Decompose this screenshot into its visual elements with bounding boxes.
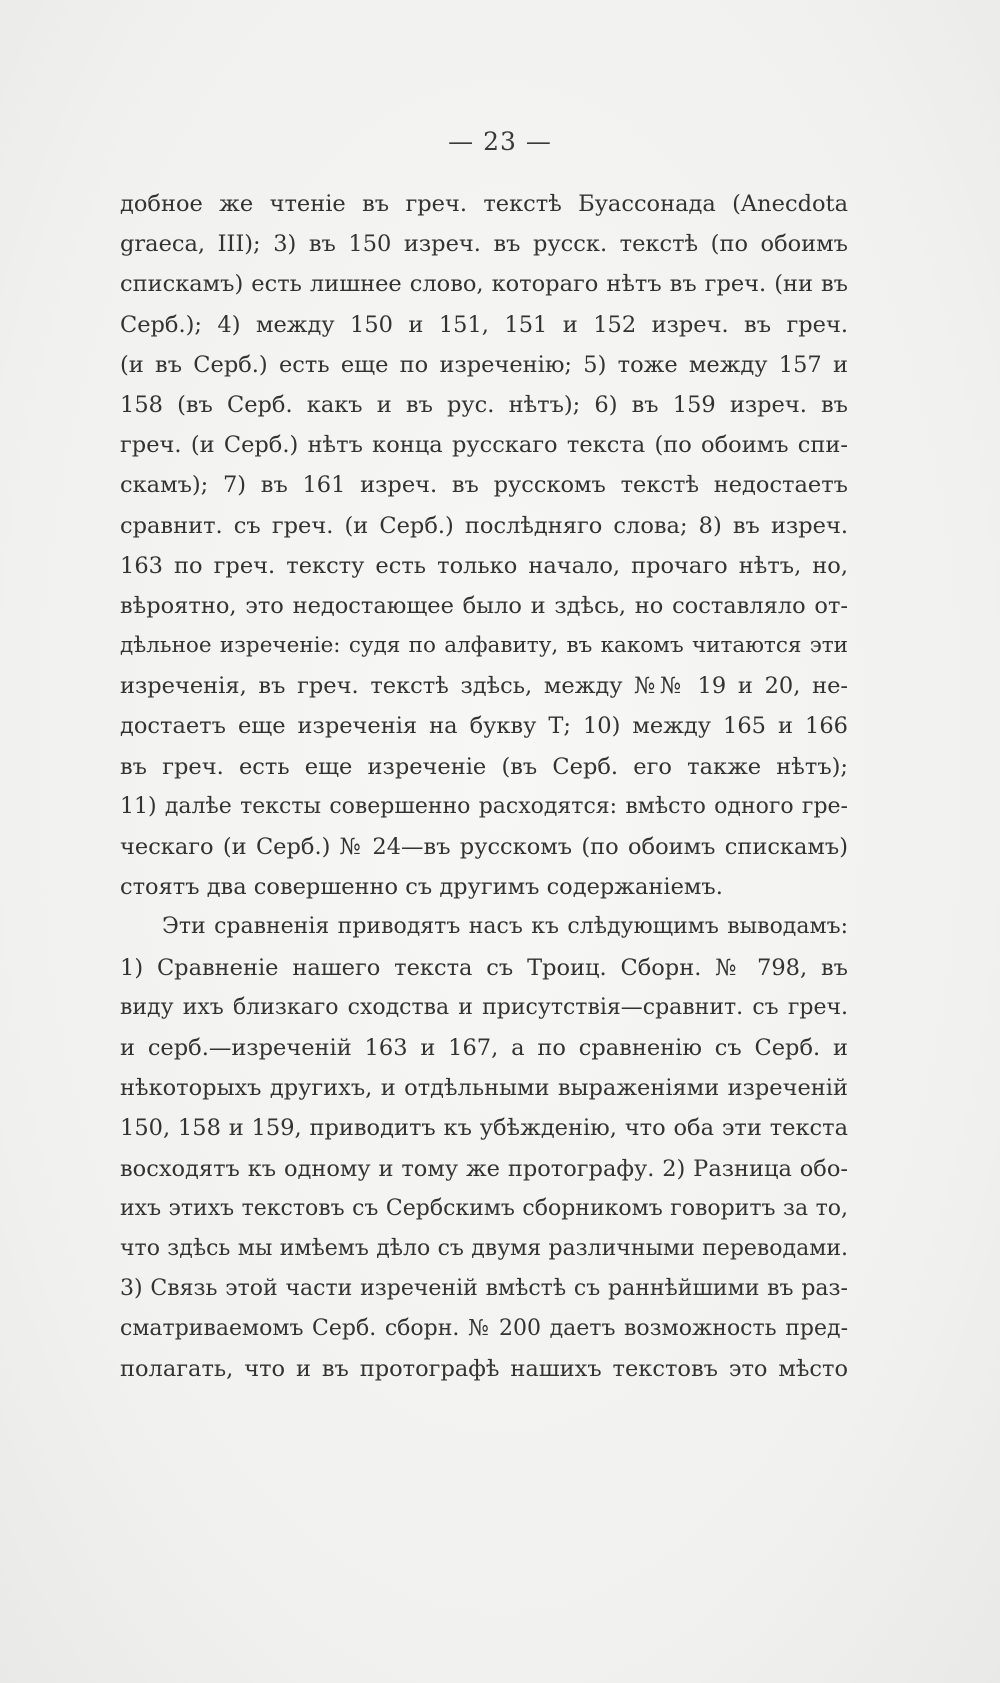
text-line: полагать, что и въ протографѣ нашихъ текстовъ это мѣсто bbox=[120, 1356, 848, 1383]
text-line: и серб.—изреченій 163 и 167, а по сравненію съ Серб. и bbox=[120, 1034, 848, 1061]
text-line: скамъ); 7) въ 161 изреч. въ русскомъ текстѣ недостаетъ bbox=[120, 472, 848, 499]
text-line: ческаго (и Серб.) № 24—въ русскомъ (по обоимъ спискамъ) bbox=[120, 834, 848, 860]
page-number: — 23 — bbox=[448, 127, 552, 156]
text-line: graeca, III); 3) въ 150 изреч. въ русск. текстѣ (по обоимъ bbox=[120, 231, 848, 258]
text-line: что здѣсь мы имѣемъ дѣло съ двумя различными переводами. bbox=[120, 1235, 848, 1261]
text-line: вѣроятно, это недостающее было и здѣсь, но составляло от- bbox=[120, 592, 848, 619]
text-line: изреченія, въ греч. текстѣ здѣсь, между №№ 19 и 20, не- bbox=[120, 673, 848, 700]
paragraph-start-line: Эти сравненія приводятъ насъ къ слѣдующимъ выводамъ: bbox=[162, 914, 848, 940]
text-line: Серб.); 4) между 150 и 151, 151 и 152 изреч. въ греч. bbox=[120, 311, 848, 338]
text-line: 150, 158 и 159, приводитъ къ убѣжденію, что оба эти текста bbox=[120, 1115, 848, 1142]
text-line: ихъ этихъ текстовъ съ Сербскимъ сборникомъ говоритъ за то, bbox=[120, 1195, 848, 1221]
text-line: 158 (въ Серб. какъ и въ рус. нѣтъ); 6) въ 159 изреч. въ bbox=[120, 391, 848, 418]
text-line: сравнит. съ греч. (и Серб.) послѣдняго слова; 8) въ изреч. bbox=[120, 512, 848, 539]
text-line: 1) Сравненіе нашего текста съ Троиц. Сборн. № 798, въ bbox=[120, 954, 848, 981]
text-line: виду ихъ близкаго сходства и присутствія—сравнит. съ греч. bbox=[120, 994, 848, 1020]
text-line: сматриваемомъ Серб. сборн. № 200 даетъ возможность пред- bbox=[120, 1316, 848, 1342]
text-line: спискамъ) есть лишнее слово, котораго нѣтъ въ греч. (ни въ bbox=[120, 271, 848, 298]
text-line: 163 по греч. тексту есть только начало, прочаго нѣтъ, но, bbox=[120, 552, 848, 579]
text-line: достаетъ еще изреченія на букву Т; 10) между 165 и 166 bbox=[120, 713, 848, 740]
text-line: дѣльное изреченіе: судя по алфавиту, въ какомъ читаются эти bbox=[120, 633, 848, 659]
text-line: греч. (и Серб.) нѣтъ конца русскаго текста (по обоимъ спи- bbox=[120, 432, 848, 459]
text-line: (и въ Серб.) есть еще по изреченію; 5) тоже между 157 и bbox=[120, 351, 848, 378]
text-line: добное же чтеніе въ греч. текстѣ Буассонада (Anecdota bbox=[120, 191, 848, 217]
paragraph-end-line: стоятъ два совершенно съ другимъ содержаніемъ. bbox=[120, 874, 723, 901]
text-line: 11) далѣе тексты совершенно расходятся: вмѣсто одного гре- bbox=[120, 793, 848, 819]
body-text bbox=[120, 184, 848, 1390]
text-line: 3) Связь этой части изреченій вмѣстѣ съ раннѣйшими въ раз- bbox=[120, 1276, 848, 1302]
text-line: восходятъ къ одному и тому же протографу. 2) Разница обо- bbox=[120, 1155, 848, 1182]
text-line: въ греч. есть еще изреченіе (въ Серб. его также нѣтъ); bbox=[120, 753, 848, 780]
text-line: нѣкоторыхъ другихъ, и отдѣльными выраженіями изреченій bbox=[120, 1075, 848, 1102]
